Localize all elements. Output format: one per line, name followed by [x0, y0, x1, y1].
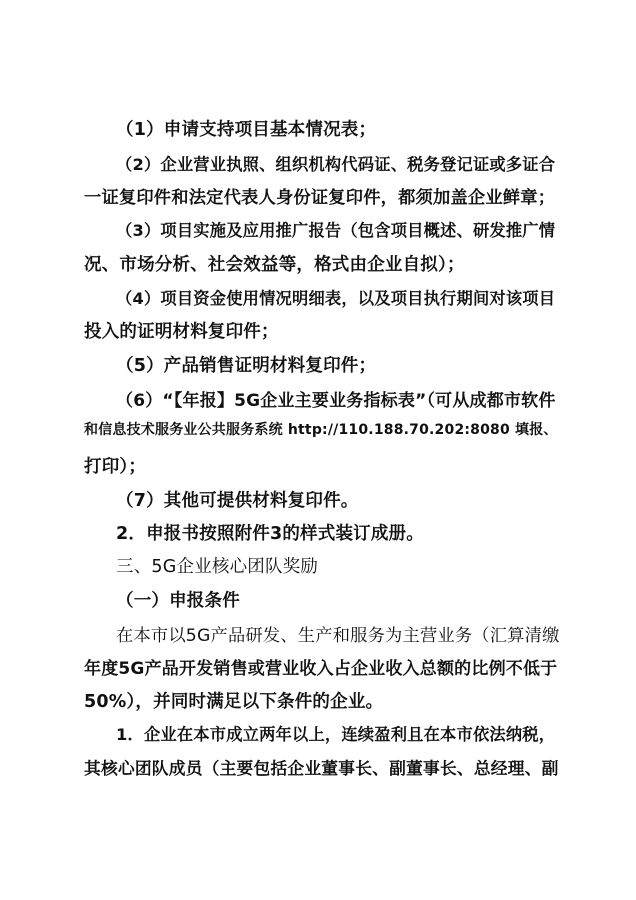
paragraph-line: （4）项目资金使用情况明细表，以及项目执行期间对该项目 — [116, 289, 556, 308]
paragraph-line: 打印）； — [84, 457, 147, 477]
paragraph-line: 1．企业在本市成立两年以上，连续盈利且在本市依法纳税， — [116, 725, 556, 744]
paragraph-line: （2）企业营业执照、组织机构代码证、税务登记证或多证合 — [116, 155, 556, 174]
paragraph-line: 和信息技术服务业公共服务系统 http://110.188.70.202:8080 填报、 — [84, 422, 558, 438]
paragraph-line: 50%），并同时满足以下条件的企业。 — [84, 692, 384, 712]
subsection-heading: （一）申报条件 — [116, 591, 240, 611]
paragraph-line: （7）其他可提供材料复印件。 — [116, 491, 359, 511]
paragraph-line: （3）项目实施及应用推广报告（包含项目概述、研发推广情 — [116, 221, 556, 240]
paragraph-line: 其核心团队成员（主要包括企业董事长、副董事长、总经理、副 — [84, 758, 559, 778]
paragraph-line: 年度5G产品开发销售或营业收入占企业收入总额的比例不低于 — [84, 659, 558, 679]
paragraph-line: （1）申请支持项目基本情况表； — [116, 120, 377, 140]
section-heading: 三、5G企业核心团队奖励 — [116, 557, 319, 577]
paragraph-line: 2．申报书按照附件3的样式装订成册。 — [116, 524, 424, 544]
paragraph-line: （5）产品销售证明材料复印件； — [116, 356, 377, 376]
paragraph-line: 投入的证明材料复印件； — [84, 322, 279, 342]
paragraph-line: （6）“【年报】5G企业主要业务指标表”（可从成都市软件 — [116, 391, 556, 411]
paragraph-line: 况、市场分析、社会效益等，格式由企业自拟）； — [84, 255, 465, 275]
paragraph-line: 在本市以5G产品研发、生产和服务为主营业务（汇算清缴 — [116, 626, 560, 646]
paragraph-line: 一证复印件和法定代表人身份证复印件，都须加盖企业鲜章； — [84, 188, 556, 208]
